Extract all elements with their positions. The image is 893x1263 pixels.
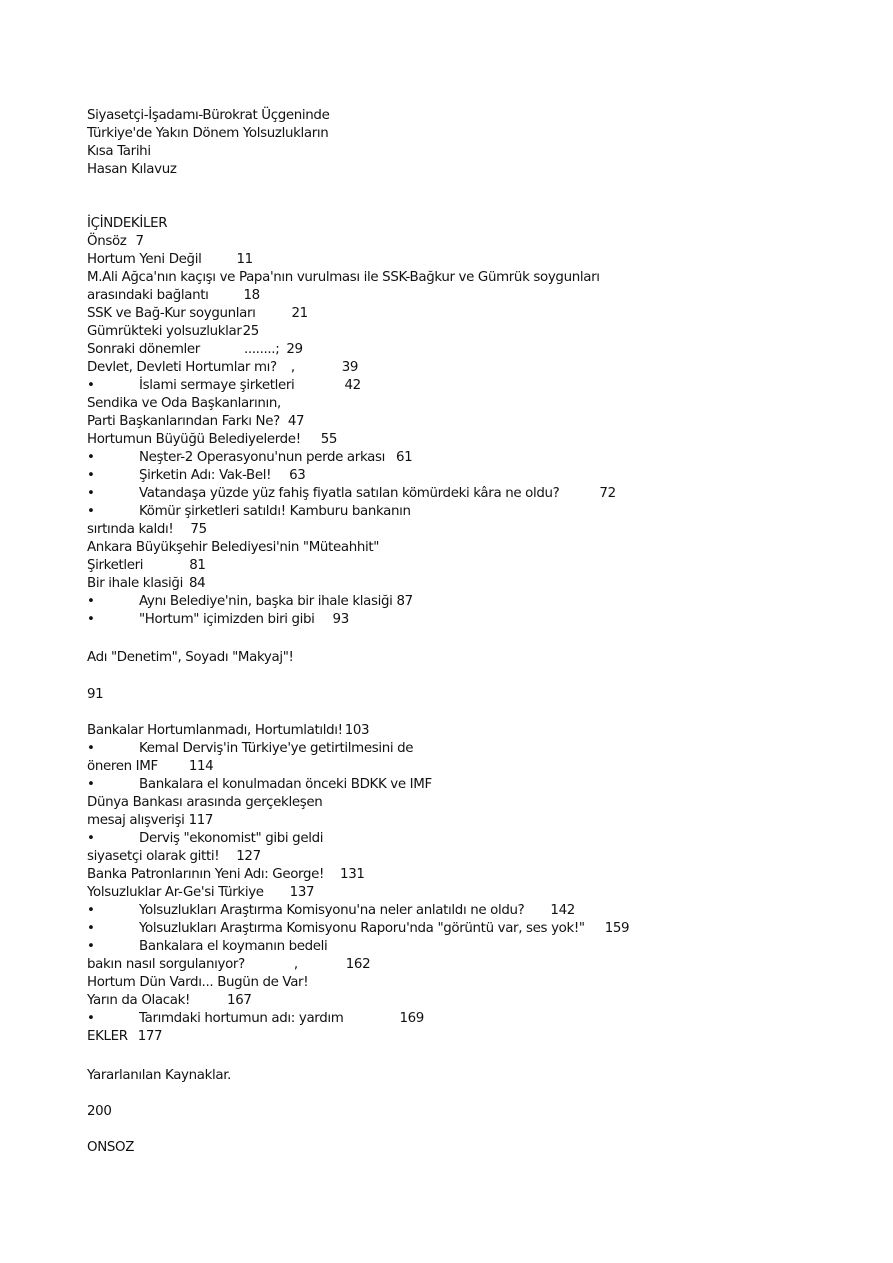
toc-entry-title: Neşter-2 Operasyonu'nun perde arkası	[139, 450, 385, 465]
bullet-icon: •	[87, 903, 95, 918]
toc-entry	[87, 323, 259, 341]
toc-entry-page: 29	[286, 342, 303, 357]
toc-entry	[87, 341, 303, 359]
toc-entry-title: SSK ve Bağ-Kur soygunları	[87, 306, 256, 321]
toc-entry	[87, 395, 281, 413]
toc-entry-page: 11	[236, 252, 253, 267]
toc-entry-page: 39	[341, 360, 359, 375]
bullet-icon: •	[87, 921, 95, 936]
toc-entry-leader: ........;	[243, 342, 280, 357]
toc-entry-title: Hortumun Büyüğü Belediyelerde!	[87, 432, 301, 447]
toc-entry-title: 200	[87, 1104, 112, 1119]
toc-entry-page: 137	[289, 885, 315, 900]
toc-entry-leader: ,	[290, 360, 295, 375]
toc-entry-title: Hortum Dün Vardı... Bugün de Var!	[87, 975, 309, 990]
toc-entry-title: Yolsuzlukları Araştırma Komisyonu Raporu'nda "görüntü var, ses yok!"	[139, 921, 585, 936]
toc-entry-title: "Hortum" içimizden biri gibi	[139, 612, 315, 627]
toc-entry	[87, 794, 322, 812]
toc-entry	[87, 866, 365, 884]
toc-entry	[87, 575, 205, 593]
toc-entry-title: Vatandaşa yüzde yüz fahiş fiyatla satılan kömürdeki kâra ne oldu?	[139, 486, 560, 501]
toc-entry-page: 47	[287, 414, 305, 429]
toc-entry-title: Ankara Büyükşehir Belediyesi'nin "Müteahhit"	[87, 540, 380, 555]
toc-entry	[87, 974, 308, 992]
bullet-icon: •	[87, 612, 95, 627]
toc-heading: İÇİNDEKİLER	[87, 216, 168, 231]
toc-entry-page: 93	[332, 612, 349, 627]
toc-entry	[87, 722, 369, 740]
toc-entry	[87, 884, 314, 902]
bullet-icon: •	[87, 1011, 95, 1026]
toc-entry-page: 72	[599, 486, 616, 501]
toc-entry-title: Şirketleri	[87, 558, 144, 573]
toc-entry-title: sırtında kaldı!	[87, 522, 174, 537]
toc-entry	[87, 539, 379, 557]
bullet-icon: •	[87, 939, 95, 954]
toc-entry	[87, 431, 337, 449]
toc-entry-page: 177	[137, 1029, 163, 1044]
toc-entry-title: Adı "Denetim", Soyadı "Makyaj"!	[87, 650, 294, 665]
toc-entry-page: 131	[340, 867, 365, 882]
toc-entry-page: 7	[135, 234, 144, 249]
toc-entry-title: Devlet, Devleti Hortumlar mı?	[87, 360, 277, 375]
toc-entry-title: Yarın da Olacak!	[87, 993, 191, 1008]
toc-entry-title: Parti Başkanlarından Farkı Ne?	[87, 414, 280, 429]
toc-entry-title: Derviş "ekonomist" gibi geldi	[139, 831, 324, 846]
toc-entry	[87, 377, 361, 395]
toc-entry-title: Tarımdaki hortumun adı: yardım	[139, 1011, 344, 1026]
toc-entry-page: 167	[227, 993, 252, 1008]
toc-entry-page: 63	[289, 468, 306, 483]
toc-entry	[87, 467, 305, 485]
toc-entry-page: 127	[236, 849, 261, 864]
toc-entry	[87, 830, 323, 848]
toc-entry-page: 21	[291, 306, 308, 321]
toc-entry	[87, 902, 575, 920]
toc-entry	[87, 503, 411, 521]
toc-entry-title: Banka Patronlarının Yeni Adı: George!	[87, 867, 325, 882]
toc-entry-page: 142	[550, 903, 575, 918]
toc-entry	[87, 649, 294, 667]
toc-page-number	[87, 1103, 112, 1121]
toc-entry-page: 18	[243, 288, 260, 303]
toc-entry-title: Gümrükteki yolsuzluklar	[87, 324, 242, 339]
toc-entry-title: Sendika ve Oda Başkanlarının,	[87, 396, 281, 411]
toc-page-number	[87, 686, 103, 704]
toc-entry-title: Bankalar Hortumlanmadı, Hortumlatıldı!	[87, 723, 343, 738]
toc-entry-page: 55	[320, 432, 338, 447]
toc-entry	[87, 992, 252, 1010]
toc-entry-title: Bir ihale klasiği	[87, 576, 183, 591]
toc-entry	[87, 359, 358, 377]
bullet-icon: •	[87, 378, 95, 393]
toc-entry-leader: ,	[293, 957, 298, 972]
toc-entry-page: 81	[189, 558, 206, 573]
toc-entry	[87, 593, 413, 611]
toc-entry-title: Kömür şirketleri satıldı! Kamburu bankanın	[139, 504, 411, 519]
toc-entry	[87, 611, 349, 629]
toc-entry	[87, 776, 432, 794]
bullet-icon: •	[87, 594, 95, 609]
toc-entry-title: Hortum Yeni Değil	[87, 252, 202, 267]
toc-entry-title: 91	[87, 687, 104, 702]
bullet-icon: •	[87, 831, 95, 846]
toc-entry-page: 75	[190, 522, 207, 537]
bullet-icon: •	[87, 486, 95, 501]
toc-entry-title: Bankalara el konulmadan önceki BDKK ve IMF	[139, 777, 432, 792]
toc-entry	[87, 413, 304, 431]
toc-entry	[87, 740, 413, 758]
toc-entry-title: Sonraki dönemler	[87, 342, 200, 357]
toc-entry	[87, 251, 253, 269]
bullet-icon: •	[87, 468, 95, 483]
toc-entry	[87, 521, 207, 539]
toc-entry-title: arasındaki bağlantı	[87, 288, 209, 303]
toc-entry	[87, 233, 144, 251]
toc-entry	[87, 557, 206, 575]
toc-entry	[87, 938, 327, 956]
bullet-icon: •	[87, 777, 95, 792]
toc-entry-page: 103	[344, 723, 370, 738]
toc-entry-title: Önsöz	[87, 234, 127, 249]
toc-entry-title: Yararlanılan Kaynaklar.	[87, 1068, 232, 1083]
bullet-icon: •	[87, 504, 95, 519]
toc-entry-title: Kemal Derviş'in Türkiye'ye getirtilmesini de	[139, 741, 414, 756]
toc-entry	[87, 485, 616, 503]
toc-entry	[87, 287, 260, 305]
toc-entry-title: Dünya Bankası arasında gerçekleşen	[87, 795, 323, 810]
toc-entry-page: 42	[344, 378, 361, 393]
toc-entry	[87, 812, 213, 830]
toc-entry-page: 162	[345, 957, 371, 972]
toc-entry	[87, 848, 261, 866]
toc-entry-title: bakın nasıl sorgulanıyor?	[87, 957, 245, 972]
bullet-icon: •	[87, 741, 95, 756]
toc-entry	[87, 1067, 231, 1085]
toc-entry	[87, 305, 308, 323]
toc-entry-page: 84	[188, 576, 206, 591]
book-title-line-1: Siyasetçi-İşadamı-Bürokrat Üçgeninde	[87, 108, 330, 123]
toc-entry-title: Aynı Belediye'nin, başka bir ihale klasiği	[139, 594, 393, 609]
toc-entry-title: siyasetçi olarak gitti!	[87, 849, 220, 864]
toc-entry	[87, 1010, 424, 1028]
book-title-line-2: Türkiye'de Yakın Dönem Yolsuzlukların	[87, 126, 329, 141]
toc-entry-page: 25	[242, 324, 259, 339]
toc-entry-title: Yolsuzlukları Araştırma Komisyonu'na neler anlatıldı ne oldu?	[139, 903, 525, 918]
toc-entry	[87, 758, 213, 776]
toc-entry	[87, 920, 629, 938]
toc-entry-page: 61	[395, 450, 413, 465]
toc-entry-title: ONSOZ	[87, 1140, 135, 1155]
toc-entry-page: 114	[188, 759, 214, 774]
toc-entry-title: öneren IMF	[87, 759, 158, 774]
book-title-line-3: Kısa Tarihi	[87, 144, 151, 159]
toc-entry	[87, 269, 600, 287]
section-heading	[87, 1139, 134, 1157]
toc-entry	[87, 956, 370, 974]
toc-entry	[87, 1028, 162, 1046]
toc-entry-title: İslami sermaye şirketleri	[139, 378, 295, 393]
toc-entry-page: 169	[399, 1011, 424, 1026]
toc-entry-title: Yolsuzluklar Ar-Ge'si Türkiye	[87, 885, 264, 900]
toc-entry-title: EKLER	[87, 1029, 128, 1044]
book-author: Hasan Kılavuz	[87, 162, 177, 177]
toc-entry-page: 159	[604, 921, 630, 936]
toc-entry	[87, 449, 412, 467]
toc-entry-title: Bankalara el koymanın bedeli	[139, 939, 328, 954]
toc-entry-title: M.Ali Ağca'nın kaçışı ve Papa'nın vurulması ile SSK-Bağkur ve Gümrük soygunları	[87, 270, 600, 285]
toc-entry-page: 117	[188, 813, 214, 828]
toc-entry-title: Şirketin Adı: Vak-Bel!	[139, 468, 272, 483]
toc-entry-page: 87	[396, 594, 413, 609]
bullet-icon: •	[87, 450, 95, 465]
toc-entry-title: mesaj alışverişi	[87, 813, 185, 828]
